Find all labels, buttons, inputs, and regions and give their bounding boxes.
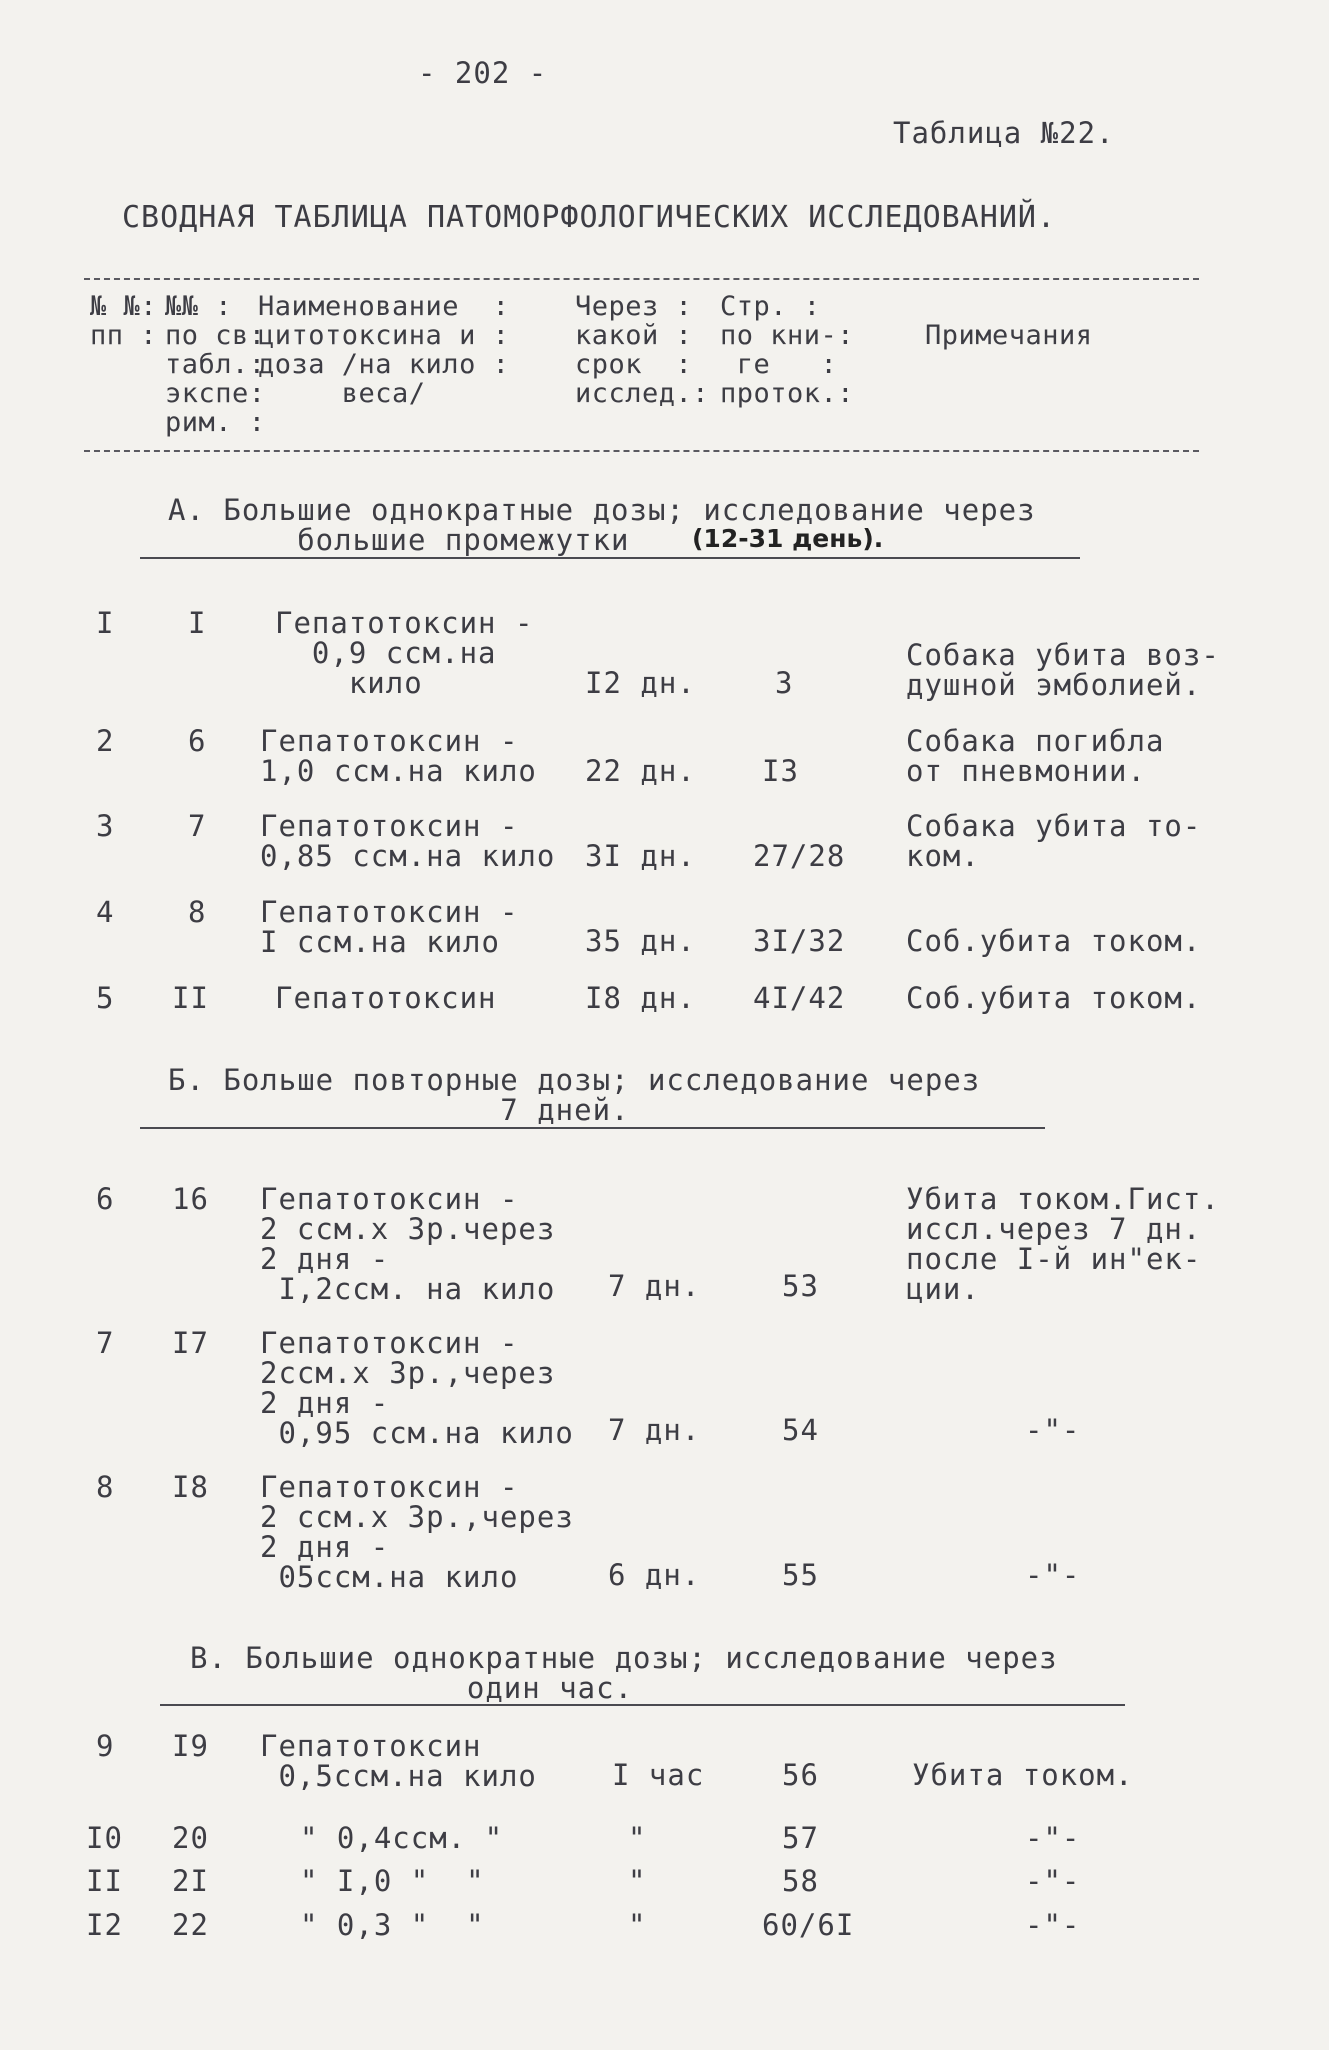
row-term: I час [612,1758,705,1792]
row-term: 22 дн. [585,754,696,788]
row-name: Гепатотоксин 0,5ccм.на кило [260,1729,537,1793]
header-col-exp-number: №№ : по св: табл.: экспе: рим. : [165,291,266,438]
row-page: 53 [782,1269,819,1303]
header-col-number: № №: пп : [90,291,158,351]
row-name: " 0,3 " " [300,1908,485,1942]
header-col-page: Стр. : по кни-: ге : проток.: [720,291,855,409]
row-exp-number: 22 [172,1908,209,1942]
table-label: Таблица №22. [893,116,1115,150]
row-page: 58 [782,1864,819,1898]
row-name: Гепатотоксин - 1,0 ccм.на кило [260,724,537,788]
row-note: -"- [1025,1413,1081,1447]
row-exp-number: I7 [172,1326,209,1360]
row-term: 6 дн. [608,1558,701,1592]
row-exp-number: 20 [172,1821,209,1855]
row-exp-number: 8 [188,895,207,929]
row-number: II [86,1864,123,1898]
row-name: Гепатотоксин - I ccм.на кило [260,895,519,959]
row-number: 9 [96,1729,115,1763]
row-number: I [96,606,115,640]
row-term: 7 дн. [608,1413,701,1447]
row-number: I2 [86,1908,123,1942]
row-number: 3 [96,809,115,843]
section-a-underline [140,557,1080,559]
row-term: " [628,1821,647,1855]
row-number: 8 [96,1470,115,1504]
row-page: 55 [782,1558,819,1592]
row-note: Собака убита то- ком. [906,809,1202,873]
row-note: Собака убита воз- душной эмболией. [906,638,1220,702]
row-page: 56 [782,1758,819,1792]
section-heading-b: Б. Больше повторные дозы; исследование через 7 дней. [168,1063,981,1127]
section-heading-a: А. Большие однократные дозы; исследование через большие промежутки [168,493,1036,557]
section-b-underline [140,1127,1045,1129]
row-term: 3I дн. [585,839,696,873]
row-note: -"- [1025,1908,1081,1942]
row-number: 5 [96,981,115,1015]
header-top-rule [84,278,1199,280]
row-term: " [628,1908,647,1942]
row-exp-number: II [172,981,209,1015]
row-name: " I,0 " " [300,1864,485,1898]
row-name: Гепатотоксин - 0,9 ccм.на кило [275,606,534,700]
row-term: 35 дн. [585,924,696,958]
page-number: - 202 - [418,56,548,90]
row-page: 54 [782,1413,819,1447]
row-number: 6 [96,1182,115,1216]
row-exp-number: I8 [172,1470,209,1504]
row-note: Собака погибла от пневмонии. [906,724,1165,788]
row-number: 7 [96,1326,115,1360]
row-exp-number: I [188,606,207,640]
row-exp-number: 2I [172,1864,209,1898]
row-name: Гепатотоксин [275,981,497,1015]
row-page: 57 [782,1821,819,1855]
row-number: I0 [86,1821,123,1855]
section-c-underline [160,1704,1125,1706]
row-number: 4 [96,895,115,929]
header-col-term: Через : какой : срок : исслед.: [575,291,710,409]
row-note: -"- [1025,1821,1081,1855]
row-term: " [628,1864,647,1898]
document-title: СВОДНАЯ ТАБЛИЦА ПАТОМОРФОЛОГИЧЕСКИХ ИССЛЕДОВАНИЙ. [122,200,1057,235]
header-col-notes: Примечания [925,320,1093,351]
row-name: Гепатотоксин - 2 ccм.х 3р.,через 2 дня - 05ccм.на кило [260,1470,574,1594]
section-heading-c: В. Большие однократные дозы; исследование через один час. [190,1641,1058,1705]
row-note: -"- [1025,1864,1081,1898]
row-page: I3 [762,754,799,788]
row-page: 4I/42 [753,981,846,1015]
row-page: 3 [775,666,794,700]
row-term: I2 дн. [585,666,696,700]
row-number: 2 [96,724,115,758]
row-note: -"- [1025,1558,1081,1592]
row-page: 3I/32 [753,924,846,958]
row-exp-number: 7 [188,809,207,843]
row-name: Гепатотоксин - 2ccм.х 3р.,через 2 дня - 0,95 ccм.на кило [260,1326,574,1450]
row-exp-number: 16 [172,1182,209,1216]
row-note: Соб.убита током. [906,981,1202,1015]
row-term: I8 дн. [585,981,696,1015]
row-page: 60/6I [762,1908,855,1942]
row-exp-number: 6 [188,724,207,758]
header-bottom-rule [84,450,1199,452]
row-name: Гепатотоксин - 2 ccм.х 3р.через 2 дня - I,2ccм. на кило [260,1182,556,1306]
row-name: " 0,4ccм. " [300,1821,504,1855]
section-a-handwritten-note: (12-31 день). [692,524,884,553]
row-note: Соб.убита током. [906,924,1202,958]
row-page: 27/28 [753,839,846,873]
row-note: Убита током. [912,1758,1134,1792]
row-exp-number: I9 [172,1729,209,1763]
row-name: Гепатотоксин - 0,85 ccм.на кило [260,809,556,873]
header-col-name: Наименование : цитотоксина и : доза /на кило : веса/ [258,291,510,409]
row-term: 7 дн. [608,1269,701,1303]
row-note: Убита током.Гист. иссл.через 7 дн. после I-й ин"ек- ции. [906,1182,1220,1306]
